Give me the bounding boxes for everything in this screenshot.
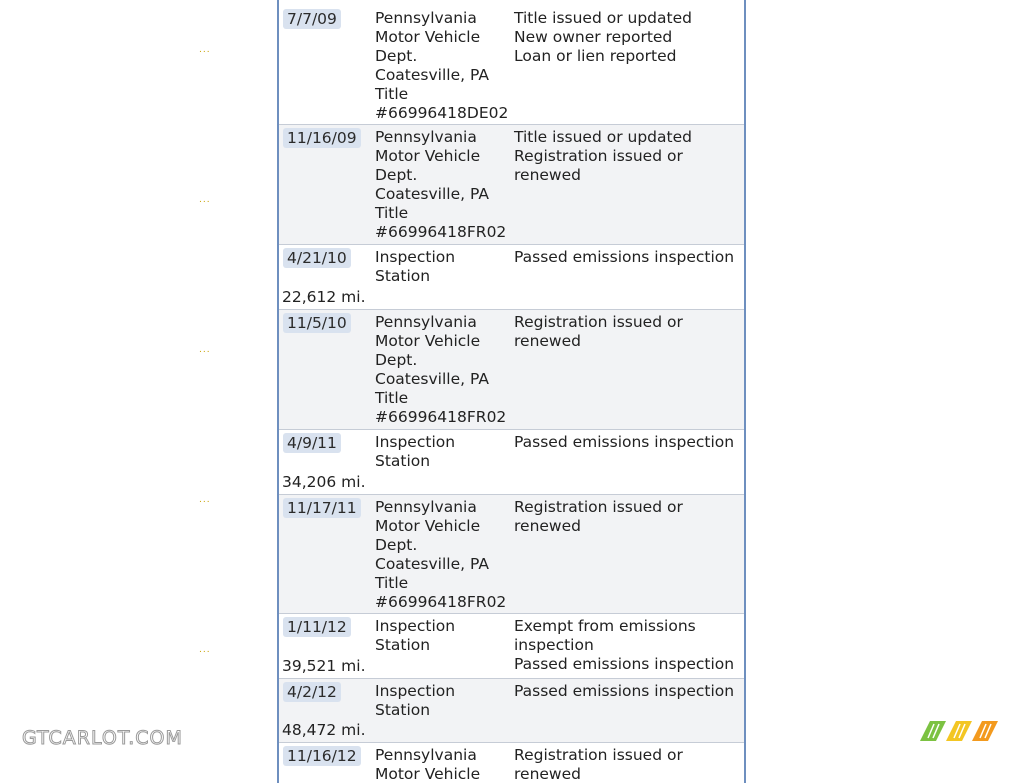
record-date: 4/9/11: [283, 433, 341, 453]
table-row: [279, 125, 744, 245]
record-details: Passed emissions inspection: [514, 682, 735, 700]
record-date: 11/16/12: [283, 746, 361, 766]
table-row: [279, 614, 744, 679]
record-date: 1/11/12: [283, 617, 351, 637]
record-date: 11/5/10: [283, 313, 351, 333]
record-source: Pennsylvania Motor Vehicle Dept. Coatesville, PA Title #66996418DE02: [375, 9, 509, 122]
margin-dots: ...: [199, 195, 211, 205]
record-details: Exempt from emissions inspection Passed emissions inspection: [514, 617, 735, 673]
table-row: [279, 310, 744, 430]
record-date: 11/16/09: [283, 128, 361, 148]
record-source: Inspection Station: [375, 433, 456, 470]
margin-dots: ...: [199, 45, 211, 55]
vehicle-history-table: [277, 0, 746, 783]
table-row: [279, 743, 744, 783]
record-mileage: 22,612 mi.: [282, 288, 366, 306]
record-date: 11/17/11: [283, 498, 361, 518]
record-details: Registration issued or renewed: [514, 498, 683, 535]
record-source: Inspection Station: [375, 248, 456, 285]
record-details: Registration issued or renewed: [514, 746, 683, 783]
record-source: Pennsylvania Motor Vehicle Dept. Coatesville, PA Title #66996418FR02: [375, 498, 507, 611]
gtcarlot-watermark: GTCARLOT.COM: [22, 727, 183, 749]
record-date: 7/7/09: [283, 9, 341, 29]
margin-dots: ...: [199, 645, 211, 655]
table-row: [279, 430, 744, 495]
table-row: [279, 0, 744, 125]
record-details: Passed emissions inspection: [514, 433, 735, 451]
record-source: Inspection Station: [375, 682, 456, 719]
record-source: Pennsylvania Motor Vehicle: [375, 746, 481, 783]
record-mileage: 39,521 mi.: [282, 657, 366, 675]
record-source: Pennsylvania Motor Vehicle Dept. Coatesville, PA Title #66996418FR02: [375, 313, 507, 426]
record-date: 4/2/12: [283, 682, 341, 702]
record-mileage: 34,206 mi.: [282, 473, 366, 491]
record-details: Title issued or updated New owner reported Loan or lien reported: [514, 9, 692, 65]
record-details: Registration issued or renewed: [514, 313, 683, 350]
record-source: Inspection Station: [375, 617, 456, 654]
record-mileage: 48,472 mi.: [282, 721, 366, 739]
record-source: Pennsylvania Motor Vehicle Dept. Coatesville, PA Title #66996418FR02: [375, 128, 507, 241]
gtcarlot-logo-icon: [920, 720, 998, 742]
table-row: [279, 495, 744, 614]
margin-dots: ...: [199, 495, 211, 505]
record-details: Title issued or updated Registration issued or renewed: [514, 128, 692, 184]
table-row: [279, 679, 744, 743]
record-date: 4/21/10: [283, 248, 351, 268]
table-row: [279, 245, 744, 310]
record-details: Passed emissions inspection: [514, 248, 735, 266]
margin-dots: ...: [199, 345, 211, 355]
